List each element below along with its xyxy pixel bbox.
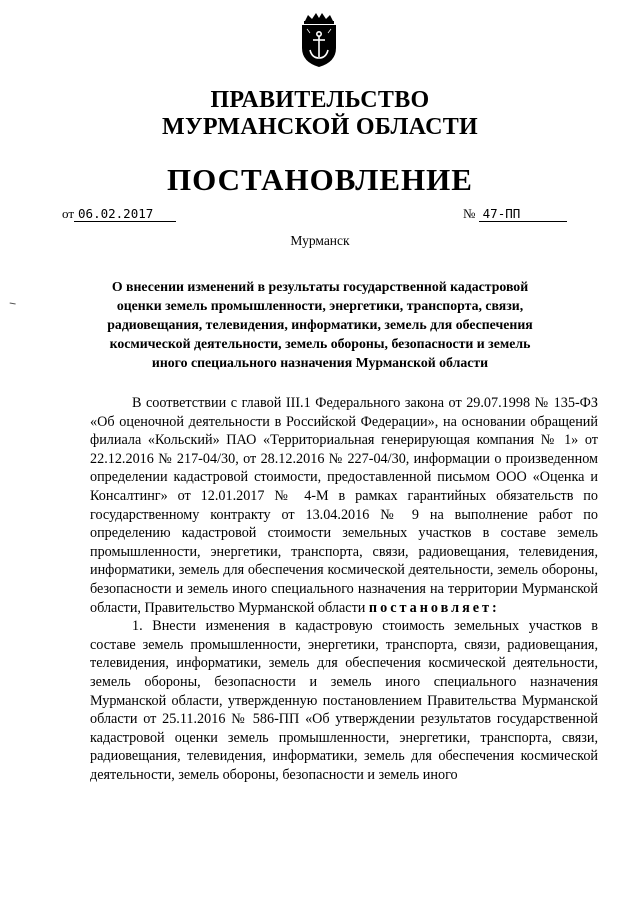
city-name: Мурманск (290, 233, 350, 248)
number-prefix: № (463, 206, 476, 221)
government-name-line1: ПРАВИТЕЛЬСТВО (210, 87, 430, 113)
clause-1-paragraph: 1. Внести изменения в кадастровую стоимость земельных участков в составе земель промышленности, энергетики, транспорта, связи, радиовещания, телевидения, информатики, земель для обеспечения космической деятельности, земель обороны, безопасности и земель иного специального назначения Мурманской области, утвержденную постановлением Правительства Мурманской области от 25.11.2016 № 586-ПП «Об утверждении результатов государственной кадастровой оценки земель промышленности, энергетики, транспорта, связи, радиовещания, телевидения, информатики, земель для обеспечения космической деятельности, земель обороны, безопасности и земель иного (90, 618, 598, 783)
date-value: 06.02.2017 (74, 206, 176, 222)
coat-of-arms-icon (296, 12, 342, 68)
date-prefix: от (62, 206, 75, 221)
preamble-paragraph (90, 394, 598, 617)
document-date (62, 206, 176, 222)
scan-mark (10, 299, 17, 305)
document-type: ПОСТАНОВЛЕНИЕ (167, 162, 473, 197)
number-value: 47-ПП (479, 206, 567, 222)
resolves-word: постановляет: (368, 599, 500, 616)
document-title: О внесении изменений в результаты государственной кадастровой оценки земель промышленности, энергетики, транспорта, связи, радиовещания, телевидения, информатики, земель для обеспечения космической деятельности, земель обороны, безопасности и земель иного специального назначения Мурманской области (107, 279, 533, 370)
document-body (90, 394, 598, 784)
government-name-line2: МУРМАНСКОЙ ОБЛАСТИ (162, 114, 478, 140)
preamble-text: В соответствии с главой III.1 Федерального закона от 29.07.1998 № 135-ФЗ «Об оценочной деятельности в Российской Федерации», на основании обращений филиала «Кольский» ПАО «Территориальная генерирующая компания № 1» от 22.12.2016 № 217-04/30, от 28.12.2016 № 227-04/30, информации о произведенном определении кадастровой стоимости, предоставленной письмом ООО «Оценка и Консалтинг» от 12.01.2017 № 4-М в рамках гарантийных обязательств по государственному контракту от 13.04.2016 № 9 на выполнение работ по определению кадастровой стоимости земельных участков в составе земель промышленности, энергетики, транспорта, связи, радиовещания, телевидения, информатики, земель для обеспечения космической деятельности, земель обороны, безопасности и земель иного специального назначения на территории Мурманской области, Правительство Мурманской области (90, 395, 598, 616)
document-number (463, 206, 567, 222)
